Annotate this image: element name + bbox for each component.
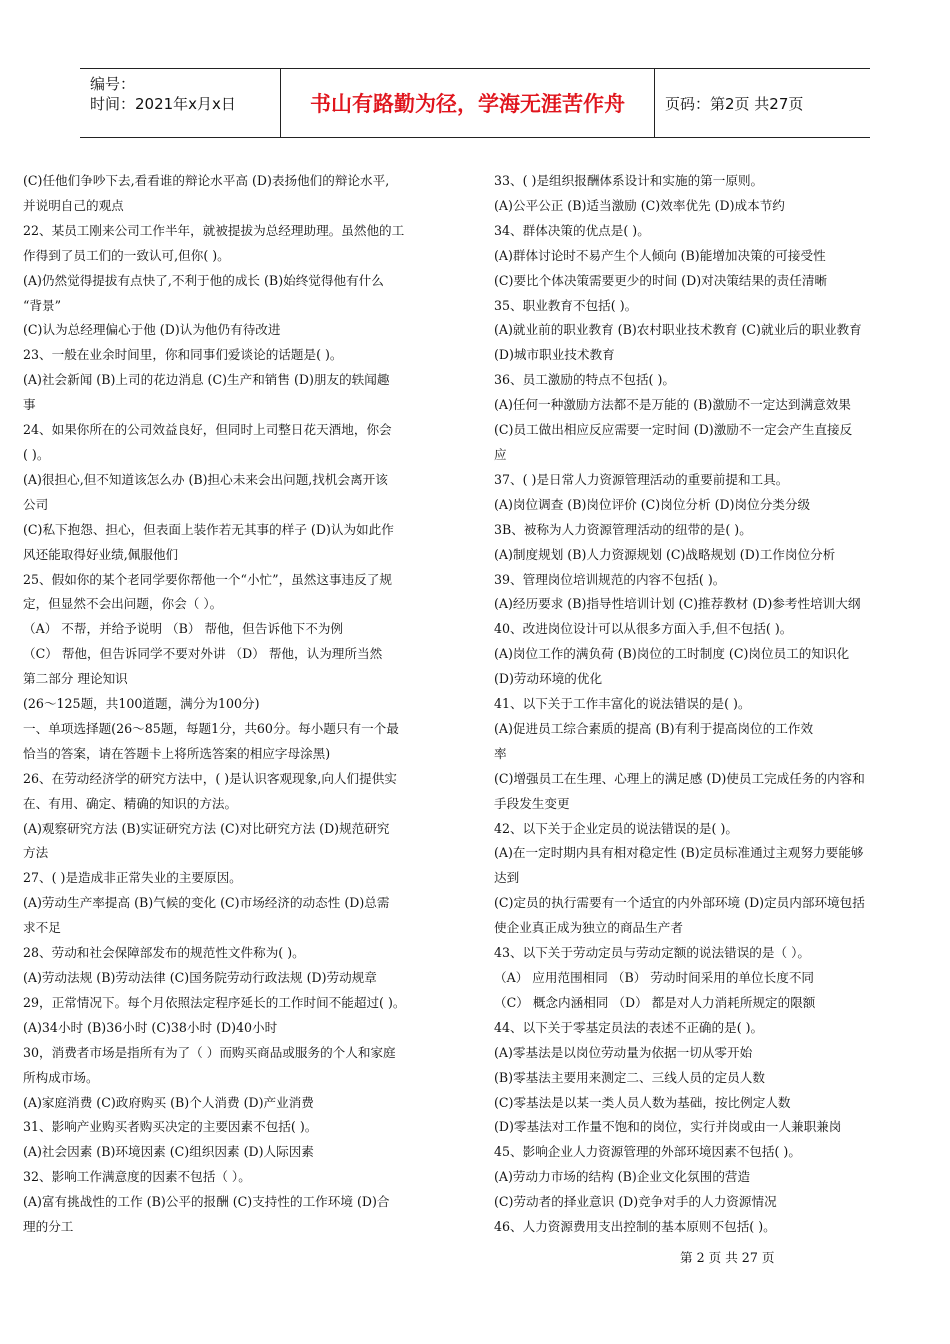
text-line: (A)岗位工作的满负荷 (B)岗位的工时制度 (C)岗位员工的知识化 [494, 646, 850, 662]
text-line: (C)劳动者的择业意识 (D)竞争对手的人力资源情况 [494, 1194, 777, 1210]
text-line: (A)社会新闻 (B)上司的花边消息 (C)生产和销售 (D)朋友的轶闻趣 [23, 372, 390, 388]
text-line: (26～125题，共100道题，满分为100分) [23, 696, 260, 712]
text-line: 22、某员工刚来公司工作半年，就被提拔为总经理助理。虽然他的工 [23, 222, 405, 238]
text-line: (A)零基法是以岗位劳动量为依据一切从零开始 [494, 1044, 753, 1060]
text-line: (A)岗位调查 (B)岗位评价 (C)岗位分析 (D)岗位分类分级 [494, 496, 811, 512]
text-line: ( )。 [23, 446, 50, 462]
header-info-cell [80, 69, 280, 137]
text-line: 29，正常情况下。每个月依照法定程序延长的工作时间不能超过( )。 [23, 994, 406, 1010]
text-line: 28、劳动和社会保障部发布的规范性文件称为( )。 [23, 945, 305, 961]
text-line: (A)在一定时期内具有相对稳定性 (B)定员标准通过主观努力要能够 [494, 845, 864, 861]
text-line: (C)定员的执行需要有一个适宜的内外部环境 (D)定员内部环境包括 [494, 895, 865, 911]
text-line: “背景” [23, 297, 62, 313]
left-column [23, 169, 463, 1240]
text-line: 并说明自己的观点 [23, 197, 124, 213]
text-line: 30，消费者市场是指所有为了（ ）而购买商品或服务的个人和家庭 [23, 1044, 396, 1060]
text-line: （C） 概念内涵相同 （D） 都是对人力消耗所规定的限额 [494, 994, 816, 1010]
text-line: (A)家庭消费 (C)政府购买 (B)个人消费 (D)产业消费 [23, 1094, 314, 1110]
text-line: 理的分工 [23, 1219, 74, 1235]
text-line: 31、影响产业购买者购买决定的主要因素不包括( )。 [23, 1119, 318, 1135]
text-line: (B)零基法主要用来测定二、三线人员的定员人数 [494, 1069, 765, 1085]
text-line: 手段发生变更 [494, 795, 570, 811]
text-line: (C)员工做出相应反应需要一定时间 (D)激励不一定会产生直接反 [494, 422, 853, 438]
text-line: 应 [494, 446, 507, 462]
text-line: (D)零基法对工作量不饱和的岗位，实行并岗或由一人兼职兼岗 [494, 1119, 842, 1135]
text-line: (A)34小时 (B)36小时 (C)38小时 (D)40小时 [23, 1019, 278, 1035]
text-line: 达到 [494, 870, 520, 886]
text-line: (A)很担心,但不知道该怎么办 (B)担心未来会出问题,找机会离开该 [23, 471, 388, 487]
text-line: 第二部分 理论知识 [23, 671, 128, 687]
text-line: (A)公平公正 (B)适当激励 (C)效率优先 (D)成本节约 [494, 197, 785, 213]
text-line: 公司 [23, 496, 49, 512]
text-line: 一、单项选择题(26～85题，每题1分，共60分。每小题只有一个最 [23, 720, 399, 736]
text-line: 44、以下关于零基定员法的表述不正确的是( )。 [494, 1019, 764, 1035]
text-line: 45、影响企业人力资源管理的外部环境因素不包括( )。 [494, 1144, 801, 1160]
text-line: (A)任何一种激励方法都不是万能的 (B)激励不一定达到满意效果 [494, 397, 851, 413]
header-motto: 书山有路勤为径，学海无涯苦作舟 [310, 92, 625, 116]
text-line: (D)城市职业技术教育 [494, 347, 615, 363]
text-line: 34、群体决策的优点是( )。 [494, 222, 650, 238]
text-line: (C)任他们争吵下去,看看谁的辩论水平高 (D)表扬他们的辩论水平, [23, 173, 390, 188]
text-line: 46、人力资源费用支出控制的基本原则不包括( )。 [494, 1219, 776, 1235]
text-line: (C)私下抱怨、担心，但表面上装作若无其事的样子 (D)认为如此作 [23, 521, 394, 537]
text-line: 24、如果你所在的公司效益良好，但同时上司整日花天酒地，你会 [23, 422, 392, 438]
text-line: 恰当的答案，请在答题卡上将所选答案的相应字母涂黑) [23, 745, 331, 761]
text-line: 方法 [23, 845, 49, 861]
page-footer: 第 2 页 共 27 页 [680, 1250, 775, 1265]
text-line: 43、以下关于劳动定员与劳动定额的说法错误的是（ ）。 [494, 945, 810, 961]
text-line: (C)零基法是以某一类人员人数为基础，按比例定人数 [494, 1094, 791, 1110]
text-line: (A)劳动生产率提高 (B)气候的变化 (C)市场经济的动态性 (D)总需 [23, 895, 390, 911]
text-line: 33、( )是组织报酬体系设计和实施的第一原则。 [494, 173, 764, 188]
header-divider [654, 69, 655, 137]
text-line: 41、以下关于工作丰富化的说法错误的是( )。 [494, 696, 751, 712]
text-line: 37、( )是日常人力资源管理活动的重要前提和工具。 [494, 471, 789, 487]
text-line: (A)促进员工综合素质的提高 (B)有利于提高岗位的工作效 [494, 720, 814, 736]
header-table [80, 68, 870, 138]
text-line: (A)就业前的职业教育 (B)农村职业技术教育 (C)就业后的职业教育 [494, 322, 862, 338]
text-line: 3B、被称为人力资源管理活动的纽带的是( )。 [494, 521, 752, 537]
text-line: 36、员工激励的特点不包括( )。 [494, 372, 675, 388]
text-line: 事 [23, 397, 36, 413]
text-line: （A） 应用范围相同 （B） 劳动时间采用的单位长度不同 [494, 970, 815, 985]
text-line: (A)经历要求 (B)指导性培训计划 (C)推荐教材 (D)参考性培训大纲 [494, 596, 861, 612]
text-line: (A)制度规划 (B)人力资源规划 (C)战略规划 (D)工作岗位分析 [494, 546, 836, 562]
text-line: 26、在劳动经济学的研究方法中，( )是认识客观现象,向人们提供实 [23, 770, 397, 786]
text-line: (C)认为总经理偏心于他 (D)认为他仍有待改进 [23, 322, 281, 338]
text-line: 32、影响工作满意度的因素不包括（ ）。 [23, 1169, 251, 1185]
text-line: 27、( )是造成非正常失业的主要原因。 [23, 870, 242, 886]
text-line: 所构成市场。 [23, 1069, 99, 1085]
time-label: 时间：2021年x月x日 [90, 95, 236, 113]
text-line: (D)劳动环境的优化 [494, 671, 603, 687]
text-line: (A)仍然觉得提拔有点快了,不利于他的成长 (B)始终觉得他有什么 [23, 272, 384, 288]
text-line: (C)要比个体决策需要更少的时间 (D)对决策结果的责任清晰 [494, 272, 828, 288]
text-line: (A)群体讨论时不易产生个人倾向 (B)能增加决策的可接受性 [494, 247, 826, 263]
right-column [494, 169, 930, 1240]
text-line: 作得到了员工们的一致认可,但你( )。 [23, 247, 230, 263]
header-page-label: 页码：第2页 共27页 [665, 94, 804, 113]
text-line: (A)富有挑战性的工作 (B)公平的报酬 (C)支持性的工作环境 (D)合 [23, 1194, 390, 1210]
text-line: 23、一般在业余时间里，你和同事们爱谈论的话题是( )。 [23, 347, 343, 363]
text-line: 25、假如你的某个老同学要你帮他一个“小忙”，虽然这事违反了规 [23, 571, 392, 587]
text-line: 使企业真正成为独立的商品生产者 [494, 920, 683, 936]
text-line: 率 [494, 745, 507, 761]
text-line: 定，但显然不会出问题，你会（ ）。 [23, 596, 223, 612]
text-line: 求不足 [23, 920, 61, 936]
text-line: （C） 帮他，但告诉同学不要对外讲 （D） 帮他，认为理所当然 [23, 646, 383, 662]
text-line: 在、有用、确定、精确的知识的方法。 [23, 795, 238, 811]
text-line: 40、改进岗位设计可以从很多方面入手,但不包括( )。 [494, 621, 793, 637]
text-line: (A)观察研究方法 (B)实证研究方法 (C)对比研究方法 (D)规范研究 [23, 820, 390, 836]
text-line: 风还能取得好业绩,佩服他们 [23, 546, 179, 562]
text-line: 39、管理岗位培训规范的内容不包括( )。 [494, 571, 726, 587]
text-line: 35、职业教育不包括( )。 [494, 297, 638, 313]
text-line: （A） 不帮，并给予说明 （B） 帮他，但告诉他下不为例 [23, 621, 344, 637]
text-line: (A)社会因素 (B)环境因素 (C)组织因素 (D)人际因素 [23, 1144, 314, 1160]
text-line: (A)劳动力市场的结构 (B)企业文化氛围的营造 [494, 1169, 751, 1185]
text-line: (C)增强员工在生理、心理上的满足感 (D)使员工完成任务的内容和 [494, 770, 865, 786]
text-line: 42、以下关于企业定员的说法错误的是( )。 [494, 820, 738, 836]
number-label: 编号： [90, 75, 136, 93]
text-line: (A)劳动法规 (B)劳动法律 (C)国务院劳动行政法规 (D)劳动规章 [23, 970, 377, 985]
